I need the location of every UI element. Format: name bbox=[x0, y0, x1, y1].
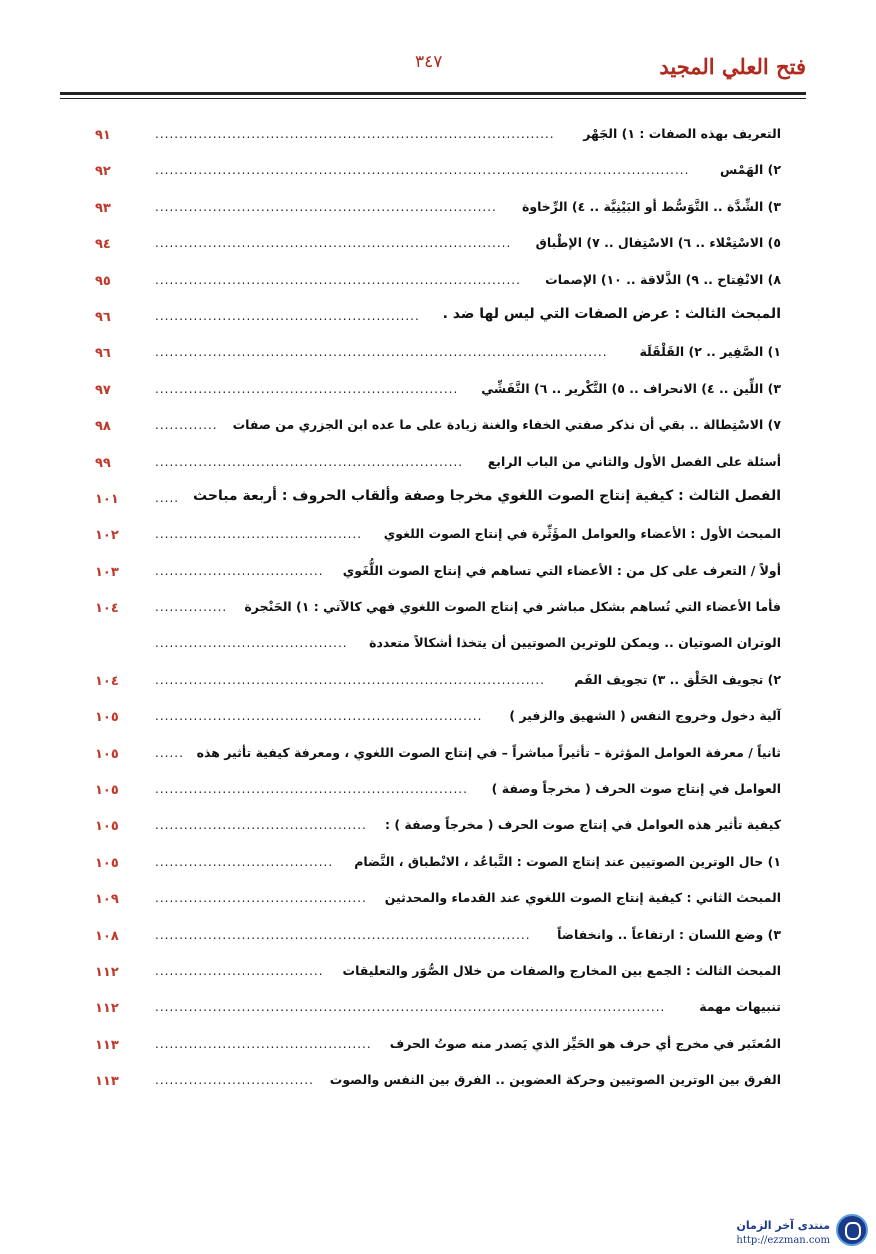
book-title: فتح العلي المجيد bbox=[659, 54, 806, 79]
toc-entry-text: أولاً / التعرف على كل من : الأعضاء التي تساهم في إنتاج الصوت اللُّغَوي bbox=[342, 562, 781, 578]
toc-leader-dots: ............................................................................ bbox=[155, 272, 521, 287]
toc-leader-dots: .............................................................................. bbox=[155, 927, 531, 942]
toc-page-number: ١٠٥ bbox=[95, 746, 119, 762]
toc-leader-dots: ........................................ bbox=[155, 636, 348, 651]
toc-row bbox=[95, 482, 781, 518]
toc-row bbox=[95, 518, 781, 554]
toc-page-number: ١٠٤ bbox=[95, 673, 119, 689]
toc-row bbox=[95, 336, 781, 372]
toc-leader-dots: ....................................................... bbox=[155, 308, 420, 323]
page-number: ٣٤٧ bbox=[415, 52, 443, 72]
toc-entry-text: المبحث الثاني : كيفية إنتاج الصوت اللغوي عند القدماء والمحدثين bbox=[384, 890, 781, 906]
toc-row bbox=[95, 991, 781, 1027]
toc-leader-dots: ............................................................... bbox=[155, 381, 459, 396]
table-of-contents bbox=[95, 118, 781, 1101]
header-rule-thin bbox=[60, 98, 806, 99]
toc-page-number: ٩٨ bbox=[95, 419, 111, 435]
toc-entry-text: آلية دخول وخروج النفس ( الشهيق والزفير ) bbox=[509, 708, 781, 724]
toc-entry-text: ٣) اللِّين .. ٤) الانحراف .. ٥) التَّكْرير .. ٦) التَّفَشِّي bbox=[481, 380, 781, 396]
toc-page-number: ٩٧ bbox=[95, 382, 111, 398]
toc-entry-text: ٥) الاسْتِعْلاء .. ٦) الاسْتِفال .. ٧) الإطْباق bbox=[535, 235, 781, 251]
toc-entry-text: الفصل الثالث : كيفية إنتاج الصوت اللغوي مخرجا وصفة وألقاب الحروف : أربعة مباحث bbox=[193, 487, 781, 504]
toc-entry-text: ١) الصَّفِير .. ٢) القَلْقَلَة bbox=[639, 344, 781, 360]
toc-page-number: ٩٤ bbox=[95, 237, 111, 253]
toc-page-number: ١١٣ bbox=[95, 1037, 119, 1053]
toc-entry-text: ٣) الشِّدَّة .. التَّوَسُّط أو البَيْنِيَّة .. ٤) الرِّخاوة bbox=[521, 198, 781, 214]
toc-page-number: ١٠٥ bbox=[95, 819, 119, 835]
toc-entry-text: فأما الأعضاء التي تُساهم بشكل مباشر في إنتاج الصوت اللغوي فهي كالآتي : ١) الحَنْجرة bbox=[244, 599, 781, 615]
toc-page-number: ١٠٥ bbox=[95, 855, 119, 871]
toc-entry-text: ٧) الاسْتِطالة .. بقي أن نذكر صفتي الخفاء والغنة زيادة على ما عده ابن الجزري من صفات bbox=[232, 417, 781, 433]
toc-entry-text: المُعتَبر في مخرج أي حرف هو الحَيِّز الذي يَصدر منه صوتُ الحرف bbox=[389, 1035, 781, 1051]
toc-entry-text: المبحث الثالث : الجمع بين المخارج والصفات من خلال الصُّوَر والتعليقات bbox=[342, 962, 781, 978]
toc-row bbox=[95, 955, 781, 991]
toc-page-number: ٩٦ bbox=[95, 309, 111, 325]
toc-row bbox=[95, 446, 781, 482]
toc-row bbox=[95, 118, 781, 154]
toc-leader-dots: ............... bbox=[155, 600, 228, 615]
toc-row bbox=[95, 882, 781, 918]
toc-page-number: ١١٢ bbox=[95, 964, 119, 980]
header-rule-thick bbox=[60, 92, 806, 95]
toc-row bbox=[95, 919, 781, 955]
toc-row bbox=[95, 664, 781, 700]
toc-entry-text: الوتران الصوتيان .. ويمكن للوترين الصوتيين أن يتخذا أشكالاً متعددة bbox=[369, 635, 781, 651]
toc-entry-text: ٢) الهَمْس bbox=[720, 162, 781, 178]
toc-row bbox=[95, 227, 781, 263]
toc-page-number: ١١٢ bbox=[95, 1001, 119, 1017]
toc-entry-text: ٣) وضع اللسان : ارتفاعاً .. وانخفاضاً bbox=[557, 926, 781, 942]
toc-page-number: ٩٣ bbox=[95, 200, 111, 216]
toc-entry-text: ٢) تجويف الحَلْق .. ٣) تجويف الفَم bbox=[574, 671, 781, 687]
toc-page-number: ١٠٥ bbox=[95, 783, 119, 799]
toc-row bbox=[95, 373, 781, 409]
toc-row bbox=[95, 409, 781, 445]
toc-page-number: ١٠٥ bbox=[95, 710, 119, 726]
toc-leader-dots: ................................................................................... bbox=[155, 127, 555, 141]
toc-leader-dots: ............. bbox=[155, 418, 218, 433]
toc-row bbox=[95, 300, 781, 336]
toc-page-number: ١٠٤ bbox=[95, 601, 119, 617]
toc-leader-dots: .................................................................... bbox=[155, 709, 483, 724]
toc-leader-dots: ..... bbox=[155, 490, 180, 505]
toc-row bbox=[95, 700, 781, 736]
toc-entry-text: ثانياً / معرفة العوامل المؤثرة – تأثيراً مباشراً – في إنتاج الصوت اللغوي ، ومعرفة كيفية تأثير هذه bbox=[196, 744, 781, 760]
toc-entry-text: تنبيهات مهمة bbox=[699, 999, 781, 1015]
toc-leader-dots: ............................................ bbox=[155, 818, 367, 833]
toc-entry-text: التعريف بهذه الصفات : ١) الجَهْر bbox=[583, 126, 781, 141]
toc-row bbox=[95, 1028, 781, 1064]
toc-entry-text: المبحث الأول : الأعضاء والعوامل المؤَثِّرة في إنتاج الصوت اللغوي bbox=[383, 526, 781, 542]
toc-leader-dots: ..................................... bbox=[155, 854, 334, 869]
toc-leader-dots: ................................................................................. bbox=[155, 672, 545, 687]
toc-row bbox=[95, 809, 781, 845]
toc-page-number: ٩١ bbox=[95, 128, 111, 143]
toc-leader-dots: ............................................. bbox=[155, 1036, 372, 1051]
toc-entry-text: العوامل في إنتاج صوت الحرف ( مخرجاً وصفة ) bbox=[491, 781, 781, 797]
toc-page-number: ١٠٩ bbox=[95, 892, 119, 908]
toc-row bbox=[95, 191, 781, 227]
toc-leader-dots: ................................................................ bbox=[155, 454, 464, 469]
toc-page-number: ١٠٣ bbox=[95, 564, 119, 580]
toc-leader-dots: ................................... bbox=[155, 563, 324, 578]
toc-row bbox=[95, 737, 781, 773]
toc-page-number: ٩٩ bbox=[95, 455, 111, 471]
toc-leader-dots: ............................................ bbox=[155, 891, 367, 906]
toc-page-number: ١١٣ bbox=[95, 1074, 119, 1090]
toc-entry-text: ١) حال الوترين الصوتيين عند إنتاج الصوت : التَّباعُد ، الانْطباق ، التَّضام bbox=[354, 853, 781, 869]
toc-leader-dots: ............................................................................................................... bbox=[155, 163, 690, 178]
footer-url: http://ezzman.com bbox=[736, 1235, 830, 1246]
toc-row bbox=[95, 591, 781, 627]
toc-page-number: ١٠٨ bbox=[95, 928, 119, 944]
toc-row bbox=[95, 773, 781, 809]
toc-leader-dots: ................................................................. bbox=[155, 782, 468, 797]
toc-row bbox=[95, 1064, 781, 1100]
toc-leader-dots: ................................. bbox=[155, 1073, 314, 1088]
toc-entry-text: المبحث الثالث : عرض الصفات التي ليس لها ضد . bbox=[442, 305, 781, 322]
toc-leader-dots: ...... bbox=[155, 745, 184, 760]
toc-leader-dots: .......................................................................... bbox=[155, 236, 512, 251]
toc-leader-dots: ................................... bbox=[155, 963, 324, 978]
toc-page-number: ١٠٢ bbox=[95, 528, 119, 544]
toc-row bbox=[95, 264, 781, 300]
forum-logo-icon bbox=[836, 1214, 868, 1246]
toc-row bbox=[95, 555, 781, 591]
toc-entry-text: ٨) الانْفِتاح .. ٩) الذَّلاقة .. ١٠) الإصمات bbox=[545, 271, 781, 287]
toc-leader-dots: .............................................................................................. bbox=[155, 345, 608, 360]
toc-page-number: ٩٦ bbox=[95, 346, 111, 362]
toc-page-number: ٩٢ bbox=[95, 164, 111, 180]
toc-leader-dots: .......................................................................................................... bbox=[155, 1000, 666, 1015]
toc-leader-dots: ........................................... bbox=[155, 527, 363, 542]
toc-entry-text: أسئلة على الفصل الأول والثاني من الباب الرابع bbox=[487, 453, 781, 469]
toc-entry-text: الفرق بين الوترين الصوتيين وحركة العضوين .. الفرق بين النفس والصوت bbox=[329, 1072, 781, 1088]
toc-row bbox=[95, 846, 781, 882]
toc-row bbox=[95, 627, 781, 663]
toc-page-number: ١٠١ bbox=[95, 491, 119, 507]
toc-page-number: ٩٥ bbox=[95, 273, 111, 289]
toc-entry-text: كيفية تأثير هذه العوامل في إنتاج صوت الحرف ( مخرجاً وصفة ) : bbox=[384, 817, 781, 833]
toc-leader-dots: ....................................................................... bbox=[155, 199, 497, 214]
toc-row bbox=[95, 154, 781, 190]
footer-site-name: منتدى آخر الزمان bbox=[736, 1219, 830, 1232]
